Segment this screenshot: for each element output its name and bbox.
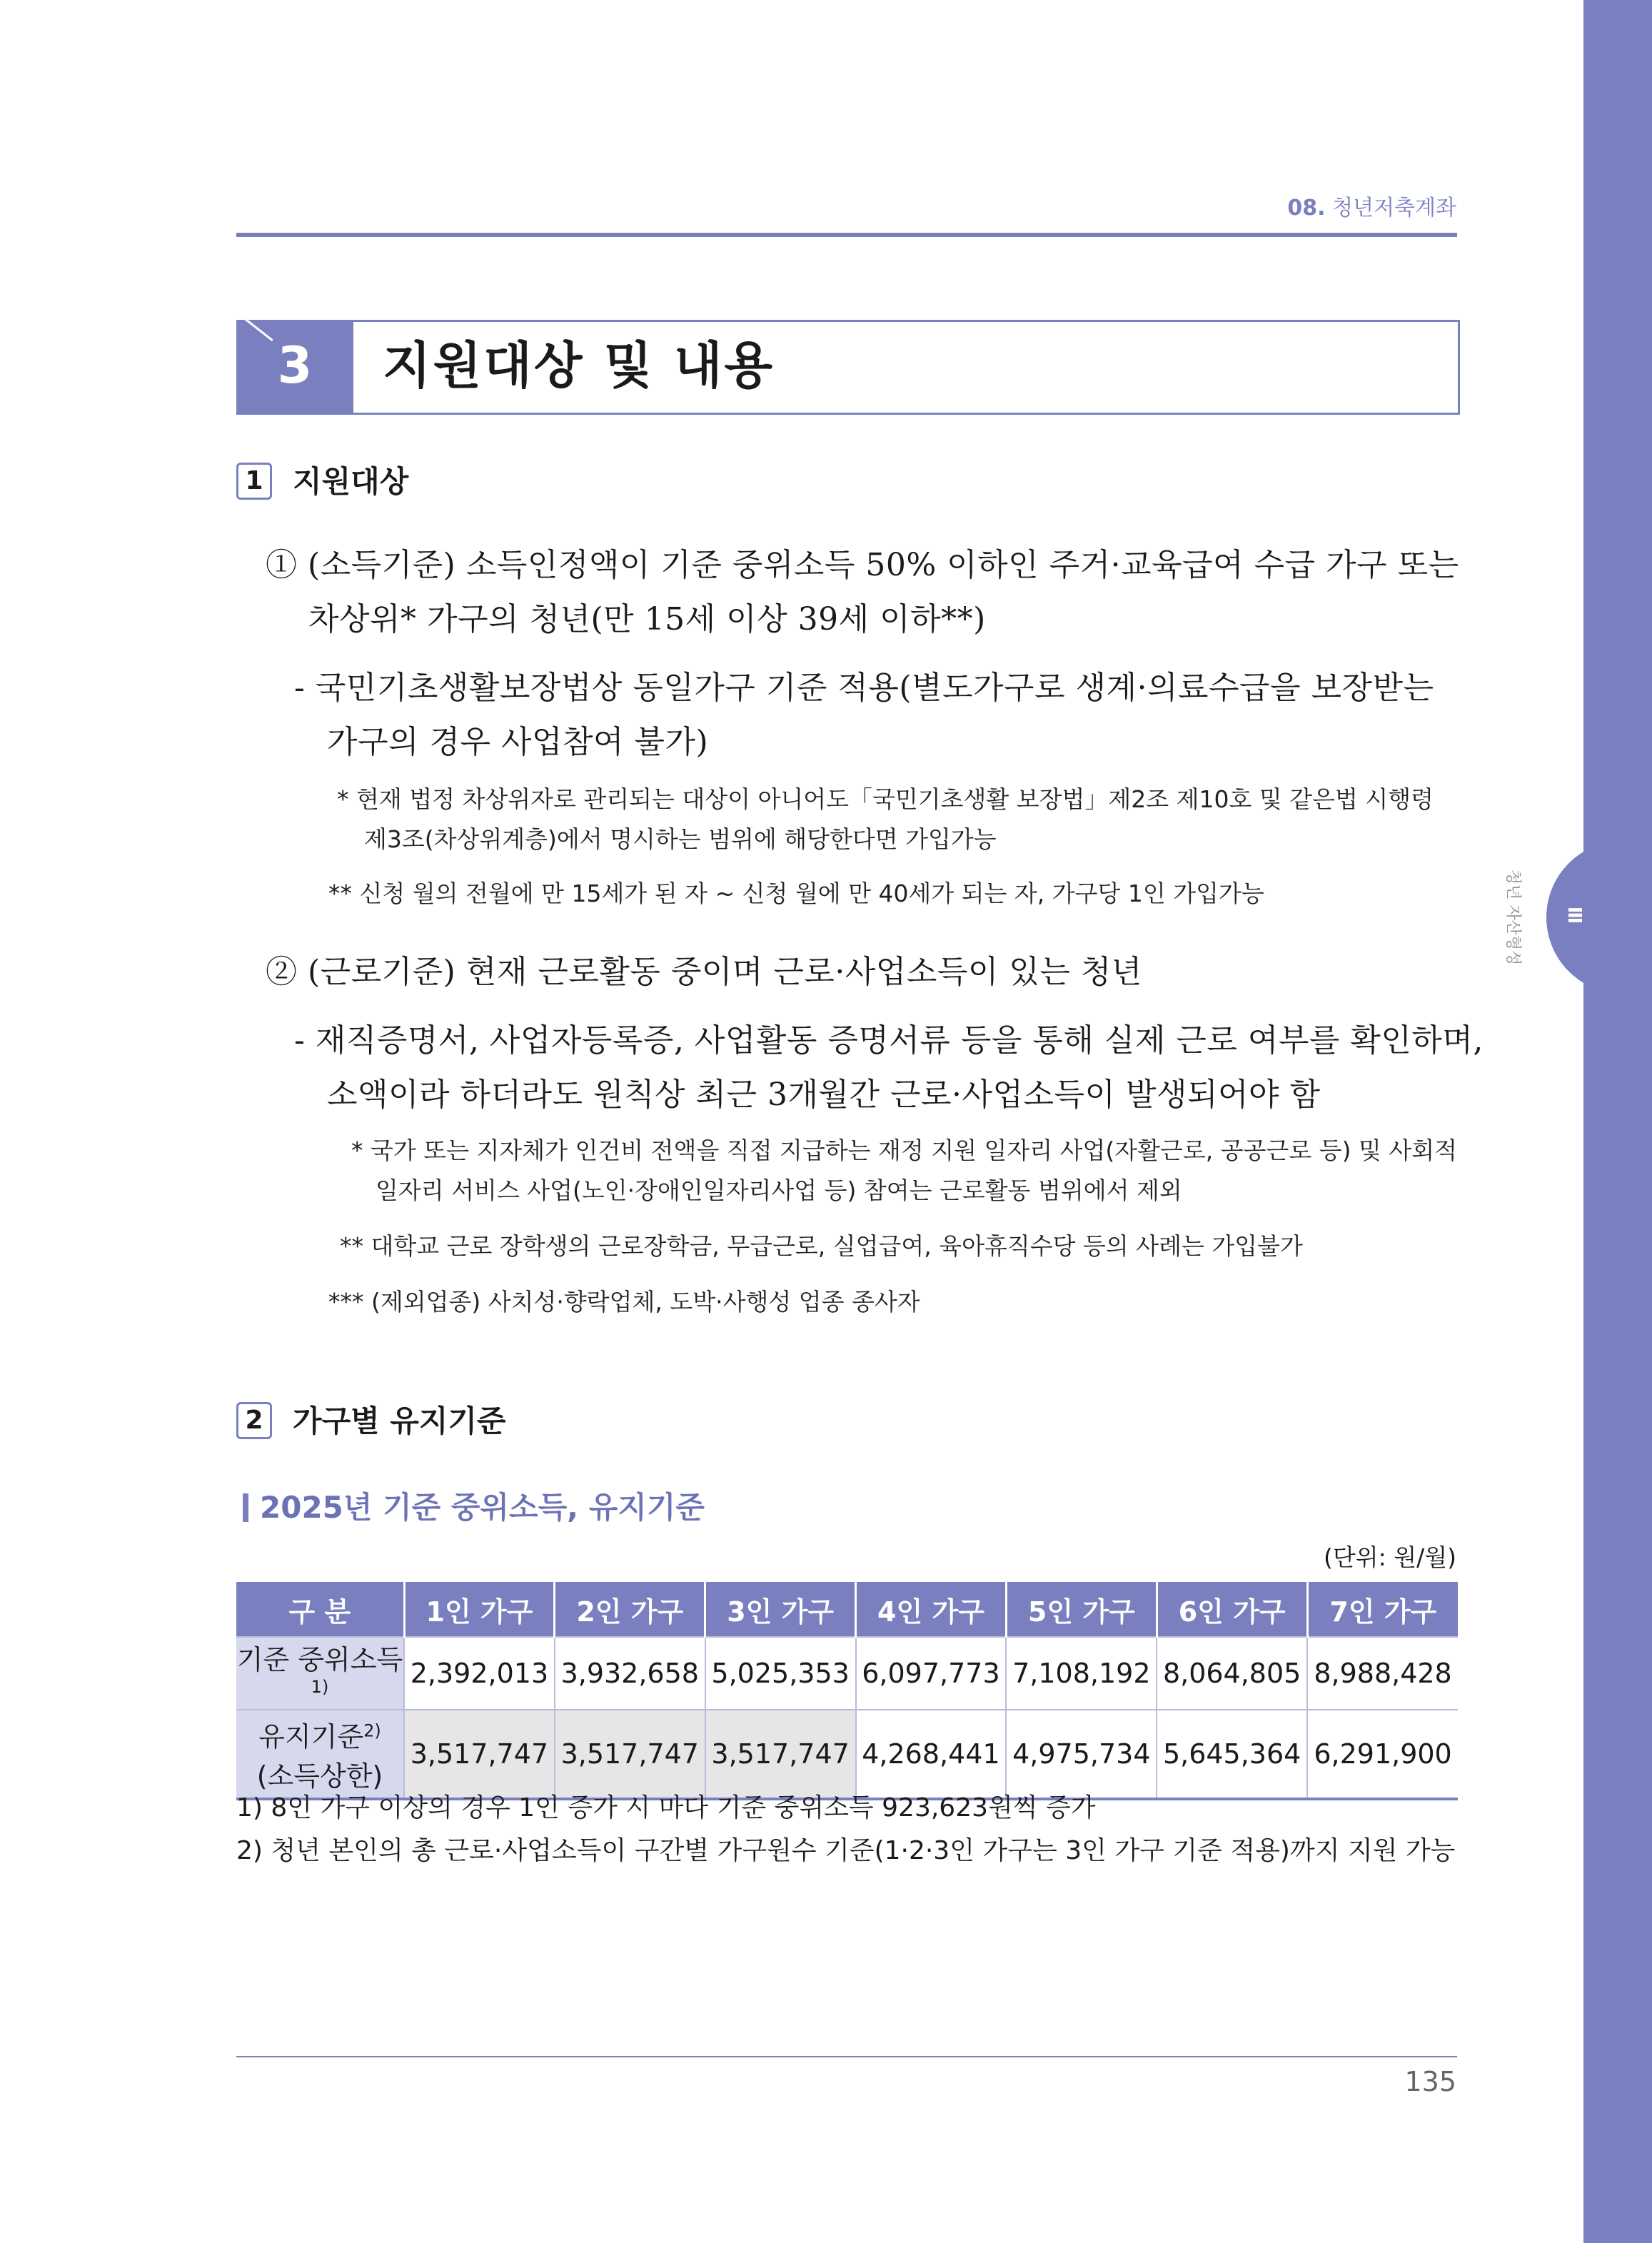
side-band xyxy=(1583,0,1652,2243)
income-criteria-line-2: 차상위* 가구의 청년(만 15세 이상 39세 이하**) xyxy=(308,601,986,637)
header-3-person: 3인 가구 xyxy=(705,1582,856,1637)
table-cell: 8,064,805 xyxy=(1157,1637,1307,1710)
work-criteria-detail-line-1: - 재직증명서, 사업자등록증, 사업활동 증명서류 등을 통해 실제 근로 여부를 확인하며, xyxy=(294,1022,1484,1059)
table-cell: 8,988,428 xyxy=(1307,1637,1458,1710)
subsection-1-number: 1 xyxy=(236,463,272,500)
table-cell: 5,025,353 xyxy=(705,1637,856,1710)
table-cell: 4,268,441 xyxy=(856,1710,1007,1799)
note-a-2: 제3조(차상위계층)에서 명시하는 범위에 해당한다면 가입가능 xyxy=(364,825,997,853)
table-cell: 5,645,364 xyxy=(1157,1710,1307,1799)
table-cell: 3,517,747 xyxy=(555,1710,705,1799)
note-b-3: ** 대학교 근로 장학생의 근로장학금, 무급근로, 실업급여, 육아휴직수당 등의 사례는 가입불가 xyxy=(340,1232,1303,1260)
table-cell: 7,108,192 xyxy=(1006,1637,1157,1710)
note-b-2: 일자리 서비스 사업(노인·장애인일자리사업 등) 참여는 근로활동 범위에서 제외 xyxy=(376,1176,1182,1204)
running-header xyxy=(1178,190,1456,221)
table-cell: 3,517,747 xyxy=(404,1710,555,1799)
income-criteria-detail-line-1: - 국민기초생활보장법상 동일가구 기준 적용(별도가구로 생계·의료수급을 보장받는 xyxy=(294,670,1434,706)
note-b-1: * 국가 또는 지자체가 인건비 전액을 직접 지급하는 재정 지원 일자리 사업(자활근로, 공공근로 등) 및 사회적 xyxy=(351,1136,1457,1164)
table-cell: 3,517,747 xyxy=(705,1710,856,1799)
table-cell: 3,932,658 xyxy=(555,1637,705,1710)
income-criteria-detail-line-2: 가구의 경우 사업참여 불가) xyxy=(327,724,709,760)
row-label-maintenance-standard: 유지기준$^{2)}$ (소득상한) xyxy=(236,1710,404,1799)
running-header-number: 08. xyxy=(1287,196,1326,221)
header-6-person: 6인 가구 xyxy=(1157,1582,1307,1637)
work-criteria-line: ② (근로기준) 현재 근로활동 중이며 근로·사업소득이 있는 청년 xyxy=(266,954,1142,990)
table-row xyxy=(236,1637,1458,1710)
header-4-person: 4인 가구 xyxy=(856,1582,1007,1637)
header-5-person: 5인 가구 xyxy=(1006,1582,1157,1637)
page-number: 135 xyxy=(1404,2066,1456,2097)
table-footnote-2: 2) 청년 본인의 총 근로·사업소득이 구간별 가구원수 기준(1·2·3인 가구는 3인 가구 기준 적용)까지 지원 가능 xyxy=(236,1836,1456,1865)
table-caption: 2025년 기준 중위소득, 유지기준 xyxy=(260,1490,705,1525)
income-criteria-line-1: ① (소득기준) 소득인정액이 기준 중위소득 50% 이하인 주거·교육급여 수급 가구 또는 xyxy=(266,547,1459,583)
footer-rule xyxy=(236,2056,1457,2057)
note-a-1: * 현재 법정 차상위자로 관리되는 대상이 아니어도「국민기초생활 보장법」제2조 제10호 및 같은법 시행령 xyxy=(337,785,1434,813)
header-7-person: 7인 가구 xyxy=(1307,1582,1458,1637)
work-criteria-detail-line-2: 소액이라 하더라도 원칙상 최근 3개월간 근로·사업소득이 발생되어야 함 xyxy=(327,1077,1321,1113)
header-1-person: 1인 가구 xyxy=(404,1582,555,1637)
note-b-4: *** (제외업종) 사치성·향락업체, 도박·사행성 업종 종사자 xyxy=(328,1288,920,1316)
section-number: 3 xyxy=(277,336,313,395)
row-label-median-income: 기준 중위소득$^{1)}$ xyxy=(236,1637,404,1710)
table-cell: 6,097,773 xyxy=(856,1637,1007,1710)
subsection-1-title: 지원대상 xyxy=(293,464,409,499)
header-rule xyxy=(236,233,1457,237)
subsection-2-title: 가구별 유지기준 xyxy=(293,1403,506,1438)
note-a-3: ** 신청 월의 전월에 만 15세가 된 자 ~ 신청 월에 만 40세가 되는 자, 가구당 1인 가입가능 xyxy=(328,879,1264,907)
section-title: 지원대상 및 내용 xyxy=(383,336,775,395)
table-cell: 6,291,900 xyxy=(1307,1710,1458,1799)
table-caption-bar xyxy=(243,1493,248,1522)
header-2-person: 2인 가구 xyxy=(555,1582,705,1637)
table-cell: 2,392,013 xyxy=(404,1637,555,1710)
table-cell: 4,975,734 xyxy=(1006,1710,1157,1799)
header-category: 구 분 xyxy=(236,1582,404,1637)
table-footnote-1: 1) 8인 가구 이상의 경우 1인 증가 시 마다 기준 중위소득 923,623원씩 증가 xyxy=(236,1793,1096,1823)
chapter-vertical-label: 청년 자산형성 xyxy=(1504,869,1522,966)
median-income-table xyxy=(236,1582,1458,1800)
chapter-roman-numeral: Ⅲ xyxy=(1563,906,1585,924)
table-unit: (단위: 원/월) xyxy=(1324,1543,1456,1571)
running-header-title: 청년저축계좌 xyxy=(1332,196,1456,221)
subsection-2-number: 2 xyxy=(236,1402,272,1439)
table-row xyxy=(236,1710,1458,1799)
table-header-row xyxy=(236,1582,1458,1637)
